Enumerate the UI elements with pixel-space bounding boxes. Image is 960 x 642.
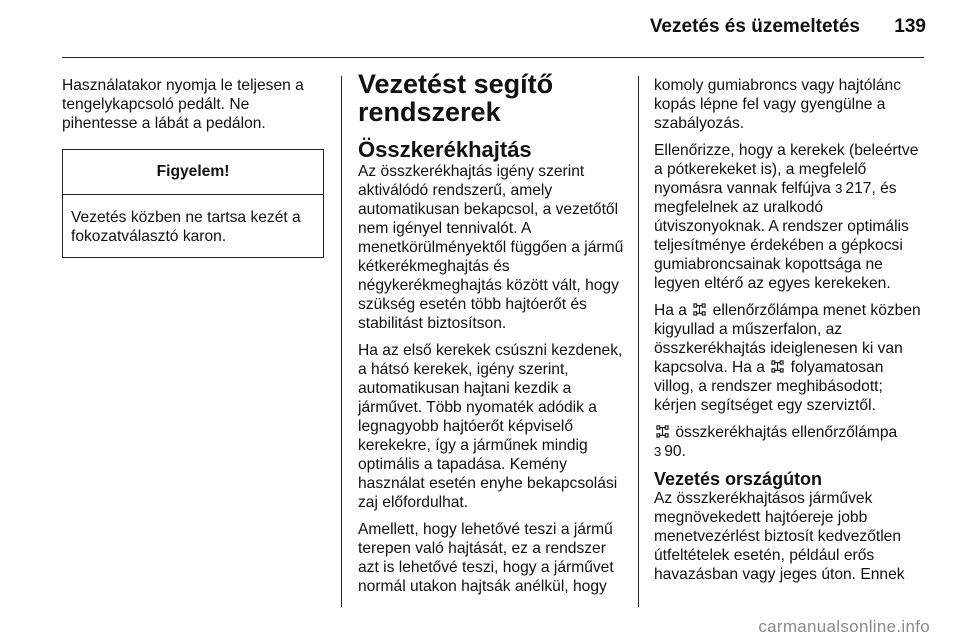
warning-title: Figyelem!	[63, 150, 323, 195]
awd-warning-lamp-icon	[656, 425, 669, 438]
page-number: 139	[894, 16, 926, 37]
intro-paragraph: Használatakor nyomja le teljesen a tengelykapcsoló pedált. Ne pihentesse a lábát a pedálon.	[62, 77, 304, 132]
paragraph-text: Ha a	[654, 302, 687, 319]
column-right	[654, 76, 926, 592]
page-ref[interactable]: 90.	[664, 443, 686, 460]
paragraph: Az összkerékhajtás igény szerint aktiválódó rendszerű, amely automatikusan bekapcsol, a vezetőtől nem igényel tennivalót. A menetkörülményektől függően a jármű kétkerékmeghajtás és négykerékmeghajtás között vált, hogy szükség esetén több hajtóerőt és stabilitást biztosítson.	[358, 163, 624, 332]
header-divider	[62, 57, 924, 58]
paragraph	[654, 423, 926, 461]
column-middle	[358, 69, 630, 604]
paragraph: komoly gumiabroncs vagy hajtólánc kopás lépne fel vagy gyengülne a szabályozás.	[654, 77, 902, 132]
paragraph-text: , és megfelelnek az uralkodó útviszonyoknak. A rendszer optimális teljesítménye érdekében a gépkocsi gumiabroncsainak kopottsága ne legyen eltérő az egyes kerekeken.	[654, 180, 909, 292]
warning-box	[62, 149, 324, 258]
paragraph-text: ellenőrzőlámpa menet közben kigyullad a műszerfalon, az összkerékhajtás ideiglenesen ki van kapcsolva. Ha a	[654, 302, 921, 376]
paragraph-text: összkerékhajtás ellenőrzőlámpa	[675, 424, 898, 441]
page-ref-arrow: 3	[654, 444, 662, 459]
awd-warning-lamp-icon	[693, 303, 706, 316]
page-ref[interactable]: 217	[845, 180, 872, 197]
column-left	[62, 76, 324, 258]
warning-text: Vezetés közben ne tartsa kezét a fokozatválasztó karon.	[71, 209, 301, 245]
paragraph: Amellett, hogy lehetővé teszi a jármű terepen való hajtását, ez a rendszer azt is lehetővé teszi, hogy a járművet normál utakon hajtsák anélkül, hogy	[358, 521, 614, 595]
header-title: Vezetés és üzemeltetés	[649, 16, 860, 37]
footer-watermark: carmanualsonline.info	[758, 617, 930, 636]
column-divider	[341, 76, 342, 607]
paragraph-text: folyamatosan villog, a rendszer meghibásodott; kérjen segítséget egy szerviztől.	[654, 359, 884, 414]
paragraph	[654, 141, 926, 293]
subsection-title: Összkerékhajtás	[358, 137, 532, 162]
awd-warning-lamp-icon	[771, 360, 784, 373]
subsection-title: Vezetés országúton	[654, 469, 823, 489]
paragraph-text: Ellenőrizze, hogy a kerekek (beleértve a pótkerekeket is), a megfelelő nyomásra vannak felfújva	[654, 142, 919, 197]
paragraph: Ha az első kerekek csúszni kezdenek, a hátsó kerekek, igény szerint, automatikusan hajtani kezdik a járművet. Több nyomaték adódik a legnagyobb hajtóerőt képviselő kerekekre, így a járműnek mindig optimális a tapadása. Kemény használat esetén enyhe bekapcsolási zaj előfordulhat.	[358, 342, 623, 511]
section-title: Vezetést segítő rendszerek	[358, 69, 554, 127]
paragraph	[654, 301, 926, 415]
page-ref-arrow: 3	[835, 181, 843, 196]
column-divider	[638, 76, 639, 607]
paragraph: Az összkerékhajtásos járművek megnövekedett hajtóereje jobb menetvezérlést biztosít kedvezőtlen útfeltételek esetén, például erős havazásban vagy jeges úton. Ennek	[654, 490, 905, 583]
